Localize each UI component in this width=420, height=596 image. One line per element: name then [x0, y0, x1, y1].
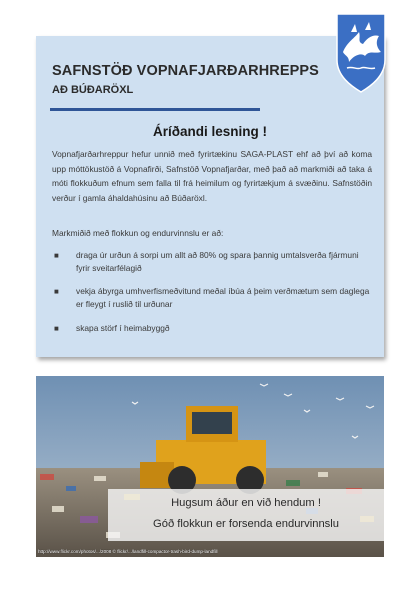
bullet-icon: ■ — [54, 287, 59, 296]
page-title: SAFNSTÖÐ VOPNAFJARÐARHREPPS — [52, 63, 319, 79]
page-subtitle: AÐ BÚÐARÖXL — [52, 84, 134, 96]
bullet-icon: ■ — [54, 324, 59, 333]
intro-paragraph: Vopnafjarðarhreppur hefur unnið með fyrirtækinu SAGA-PLAST ehf að því að koma upp móttökustöð á Vopnafirði, Safnstöð Vopnafjarðar, með það að markmiði að taka á móti flokkuðum efnum sem falla til frá heimilum og fyrirtækjum á svæðinu. Safnstöðin verður í gamla áhaldahúsinu að Búðaröxl. — [52, 149, 372, 203]
slogan-line-1: Hugsum áður en við hendum ! — [171, 497, 321, 509]
title-divider — [50, 108, 260, 111]
list-item — [52, 285, 372, 311]
list-item-text: draga úr urðun á sorpi um allt að 80% og spara þannig umtalsverða fjármuni fyrir sveitarfélagið — [76, 250, 359, 273]
photo-credit: http://www.flickr.com/photos/.../2008 © flickr/.../landfill-compactor-trash-bird-dump-landfill — [38, 549, 218, 554]
bullet-icon: ■ — [54, 251, 59, 260]
list-item-text: vekja ábyrga umhverfismeðvitund meðal íbúa á þeim verðmætum sem daglega er fleygt í ruslið til urðunar — [76, 286, 370, 309]
list-item-text: skapa störf í heimabyggð — [76, 323, 170, 333]
goals-lead: Markmiðið með flokkun og endurvinnslu er að: — [52, 228, 224, 238]
slogan-line-2: Góð flokkun er forsenda endurvinnslu — [153, 518, 339, 530]
article-heading: Áríðandi lesning ! — [152, 124, 267, 139]
list-item — [52, 249, 372, 275]
municipal-crest-icon — [335, 12, 387, 94]
list-item — [52, 322, 372, 335]
